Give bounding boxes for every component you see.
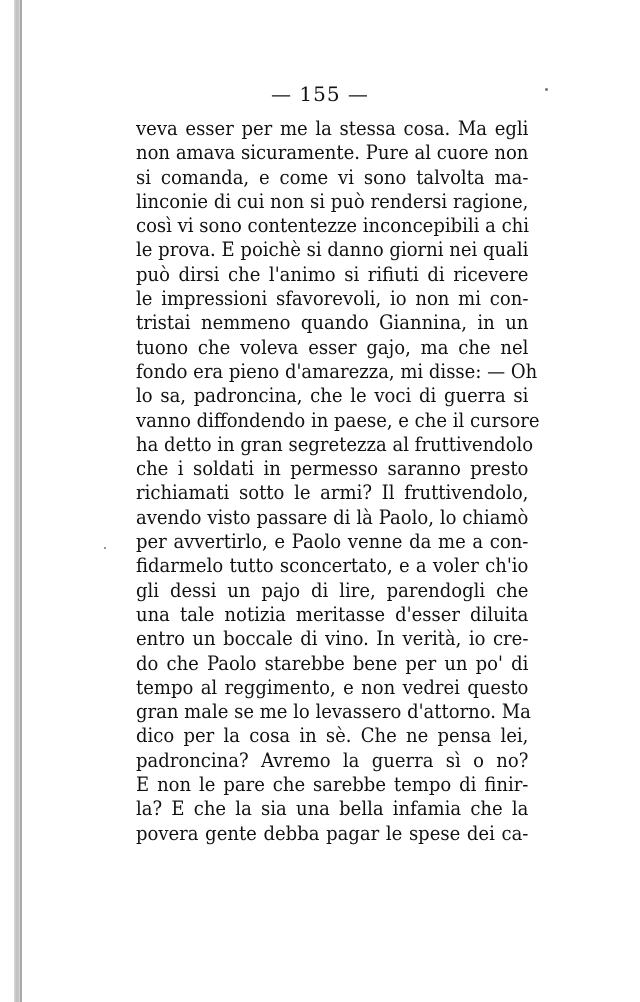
print-speck <box>104 547 106 549</box>
text-line: tuono che voleva esser gajo, ma che nel <box>136 334 529 359</box>
body-text <box>136 116 540 845</box>
text-line: una tale notizia meritasse d'esser diluita <box>136 601 529 626</box>
text-line: linconie di cui non si può rendersi ragione, <box>136 188 529 213</box>
text-line: avendo visto passare di là Paolo, lo chiamò <box>136 504 529 529</box>
text-line: così vi sono contentezze inconcepibili a chi <box>136 213 530 238</box>
text-line: tristai nemmeno quando Giannina, in un <box>136 310 529 335</box>
text-line: ha detto in gran segretezza al fruttivendolo <box>136 431 534 456</box>
text-line: vanno diffondendo in paese, e che il cursore <box>136 407 540 432</box>
text-line: le impressioni sfavorevoli, io non mi con- <box>136 286 529 311</box>
text-line: non amava sicuramente. Pure al cuore non <box>136 140 529 165</box>
text-line: tempo al reggimento, e non vedrei questo <box>136 674 529 699</box>
page-gutter-line <box>20 0 22 1002</box>
text-line: può dirsi che l'animo si rifiuti di ricevere <box>136 261 529 286</box>
text-line: padroncina? Avremo la guerra sì o no? <box>136 747 529 772</box>
text-line: che i soldati in permesso saranno presto <box>136 456 529 481</box>
text-line: dico per la cosa in sè. Che ne pensa lei, <box>136 723 529 748</box>
text-line: veva esser per me la stessa cosa. Ma egli <box>136 116 529 140</box>
text-line: richiamati sotto le armi? Il fruttivendolo, <box>136 480 529 505</box>
text-line: fidarmelo tutto sconcertato, e a voler ch'io <box>136 553 529 578</box>
text-line: gran male se me lo levassero d'attorno. Ma <box>136 699 531 724</box>
text-line: lo sa, padroncina, che le voci di guerra si <box>136 383 529 408</box>
text-line: per avvertirlo, e Paolo venne da me a con- <box>136 529 529 554</box>
text-line: fondo era pieno d'amarezza, mi disse: — Oh <box>136 358 538 383</box>
text-line: si comanda, e come vi sono talvolta ma- <box>136 164 529 189</box>
text-line: le prova. E poichè si danno giorni nei quali <box>136 237 529 262</box>
text-line: E non le pare che sarebbe tempo di finir- <box>136 772 529 797</box>
text-line: entro un boccale di vino. In verità, io cre- <box>136 626 529 651</box>
text-line: do che Paolo starebbe bene per un po' di <box>136 650 529 675</box>
page-number: — 155 — <box>271 82 369 106</box>
text-line: la? E che la sia una bella infamia che la <box>136 796 529 821</box>
text-line: povera gente debba pagar le spese dei ca- <box>136 820 529 845</box>
text-line: gli dessi un pajo di lire, parendogli che <box>136 577 529 602</box>
